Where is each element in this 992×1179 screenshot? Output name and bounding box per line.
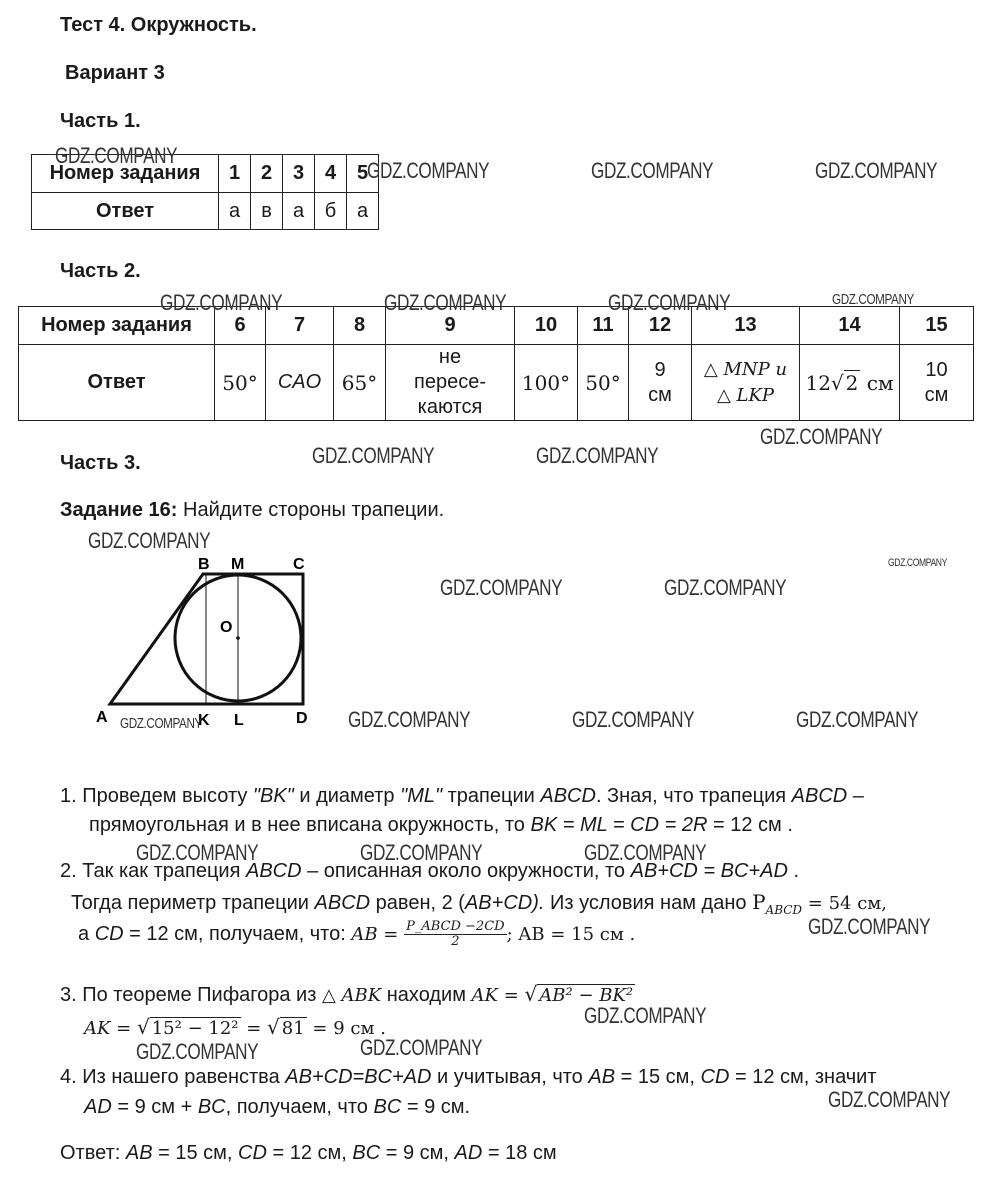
text-run: AB <box>351 923 378 945</box>
part2-answer-14: 12√ 2 см <box>800 345 900 421</box>
text-run: 3. По теореме Пифагора из <box>60 984 322 1006</box>
part2-num: 13 <box>692 307 800 345</box>
part2-answer-8: 65° <box>334 345 386 421</box>
answer-line: △ MNP и <box>703 358 788 380</box>
text-run: и диаметр <box>293 785 401 807</box>
watermark: GDZ.COMPANY <box>88 528 211 553</box>
watermark: GDZ.COMPANY <box>815 158 938 183</box>
text-run: CD <box>700 1066 730 1088</box>
answer-line: см <box>648 383 672 406</box>
watermark: GDZ.COMPANY <box>55 143 178 168</box>
text-run: AK = <box>471 985 525 1006</box>
watermark: GDZ.COMPANY <box>348 707 471 732</box>
part2-answer-9 <box>386 345 515 421</box>
text-run: ABCD <box>765 903 803 917</box>
part1-answer: в <box>251 193 283 230</box>
watermark: GDZ.COMPANY <box>572 707 695 732</box>
text-run: ABCD <box>540 785 596 807</box>
answer-line: пересе- <box>414 371 486 393</box>
text-run: 1. Проведем высоту <box>60 785 253 807</box>
text-run: , получаем, что <box>225 1096 374 1118</box>
watermark: GDZ.COMPANY <box>664 575 787 600</box>
text-run: = 18 см <box>482 1142 557 1164</box>
watermark: GDZ.COMPANY <box>608 290 731 315</box>
text-run: AB+CD). <box>464 892 545 914</box>
text-run: "BK" <box>252 785 294 807</box>
text-run: = 12 см . <box>707 814 793 836</box>
watermark: GDZ.COMPANY <box>584 1003 707 1028</box>
text-run: AD <box>454 1142 483 1164</box>
text-run: ABCD <box>791 785 848 807</box>
step-1-line-1 <box>60 785 864 808</box>
step-2-line-3 <box>78 920 635 949</box>
answer-line: см <box>924 383 949 406</box>
part2-table <box>18 306 974 421</box>
text-run: AD <box>84 1096 112 1118</box>
watermark: GDZ.COMPANY <box>796 707 919 732</box>
label-o: O <box>220 619 233 636</box>
answer-coef: 12 <box>805 370 831 395</box>
text-run: прямоугольная и в нее вписана окружность, то <box>89 814 531 836</box>
label-m: M <box>231 556 245 573</box>
watermark: GDZ.COMPANY <box>160 290 283 315</box>
label-c: C <box>293 556 305 573</box>
radicand: 15² − 12² <box>151 1018 239 1039</box>
text-run: = 54 см, <box>802 893 888 914</box>
fraction-denominator: 2 <box>451 934 460 949</box>
part2-num: 14 <box>800 307 900 345</box>
fraction <box>404 920 506 949</box>
part1-heading: Часть 1. <box>60 110 141 132</box>
step-3-line-2: AK = √ 15² − 12² = √ 81 = 9 см . <box>84 1015 386 1039</box>
part2-heading: Часть 2. <box>60 260 141 282</box>
text-run: = 9 см. <box>401 1096 471 1118</box>
label-a: A <box>96 709 108 726</box>
text-run: = 15 см, <box>615 1066 701 1088</box>
label-d: D <box>296 710 308 727</box>
part1-num: 5 <box>347 155 379 193</box>
part1-answer-label: Ответ <box>32 193 219 230</box>
text-run: CD <box>94 922 124 945</box>
part1-answer: б <box>315 193 347 230</box>
watermark: GDZ.COMPANY <box>120 715 202 732</box>
text-run: BC <box>373 1096 402 1118</box>
watermark: GDZ.COMPANY <box>760 424 883 449</box>
text-run: = 15 см, <box>152 1142 239 1164</box>
watermark: GDZ.COMPANY <box>136 1039 259 1064</box>
step-2-line-2 <box>71 890 887 917</box>
text-run: = 9 см, <box>380 1142 455 1164</box>
part2-answer-11: 50° <box>578 345 629 421</box>
text-run: равен, 2 ( <box>370 892 465 914</box>
task-16 <box>60 499 444 522</box>
watermark: GDZ.COMPANY <box>536 443 659 468</box>
answer-unit: см <box>866 370 894 395</box>
text-run: AB <box>588 1066 616 1088</box>
text-run: BC <box>352 1142 381 1164</box>
answer-radicand: 2 <box>845 370 859 395</box>
text-run: . <box>787 860 800 882</box>
label-k: K <box>198 712 210 729</box>
label-l: L <box>234 712 244 729</box>
fraction-numerator: P_ABCD −2CD <box>406 919 505 934</box>
watermark: GDZ.COMPANY <box>591 158 714 183</box>
answer-line: каются <box>417 396 483 418</box>
page-title: Тест 4. Окружность. <box>60 14 257 36</box>
step-4-line-1 <box>60 1066 877 1089</box>
text-run: Ответ: <box>60 1142 126 1164</box>
part2-answer-7: CAO <box>266 345 334 421</box>
part1-num: 1 <box>219 155 251 193</box>
step-4-line-2 <box>84 1096 470 1119</box>
part2-num: 10 <box>515 307 578 345</box>
text-run: BK = ML = CD = 2R <box>530 814 708 836</box>
text-run: и учитывая, что <box>431 1066 589 1088</box>
text-run: P <box>752 890 766 914</box>
variant-label: Вариант 3 <box>65 62 165 84</box>
part2-answer-12 <box>629 345 692 421</box>
text-run: = 12 см, <box>266 1142 353 1164</box>
watermark: GDZ.COMPANY <box>367 158 490 183</box>
part1-num: 3 <box>283 155 315 193</box>
text-run: . Зная, что трапеция <box>595 785 792 807</box>
text-run: AB+CD=BC+AD <box>285 1066 432 1088</box>
text-run: 4. Из нашего равенства <box>60 1066 286 1088</box>
watermark: GDZ.COMPANY <box>584 840 707 865</box>
radicand: 81 <box>281 1018 305 1039</box>
part2-task-label: Номер задания <box>19 307 215 345</box>
text-run: ABCD <box>245 860 302 882</box>
watermark: GDZ.COMPANY <box>136 840 259 865</box>
part1-task-label: Номер задания <box>32 155 219 193</box>
part2-num: 11 <box>578 307 629 345</box>
text-run: AK = <box>84 1018 137 1039</box>
text-run: AB <box>125 1142 153 1164</box>
part2-num: 15 <box>900 307 974 345</box>
text-run: Из условия нам дано <box>544 892 753 914</box>
watermark: GDZ.COMPANY <box>808 914 931 939</box>
part2-num: 12 <box>629 307 692 345</box>
part2-num: 6 <box>215 307 266 345</box>
text-run: находим <box>381 984 472 1006</box>
text-run: = 12 см, получаем, что: <box>123 922 352 945</box>
final-answer <box>60 1142 557 1165</box>
text-run: ; AB = 15 см . <box>506 923 636 945</box>
text-run: CD <box>238 1142 267 1164</box>
part1-num: 4 <box>315 155 347 193</box>
text-run: = 9 см . <box>306 1018 386 1039</box>
answer-line: 10 <box>925 358 948 381</box>
part2-answer-label: Ответ <box>19 345 215 421</box>
part1-answer: а <box>283 193 315 230</box>
watermark: GDZ.COMPANY <box>828 1087 951 1112</box>
part1-answer: а <box>219 193 251 230</box>
part2-num: 7 <box>266 307 334 345</box>
answer-line: 9 <box>654 358 666 381</box>
watermark: GDZ.COMPANY <box>384 290 507 315</box>
text-run: = 12 см, значит <box>729 1066 877 1088</box>
text-run: ABCD <box>314 892 371 914</box>
text-run: а <box>78 922 95 945</box>
task-text: Найдите стороны трапеции. <box>183 499 445 521</box>
watermark: GDZ.COMPANY <box>888 557 947 569</box>
part2-num: 9 <box>386 307 515 345</box>
answer-line: не <box>438 346 462 368</box>
watermark: GDZ.COMPANY <box>360 840 483 865</box>
part3-heading: Часть 3. <box>60 452 141 474</box>
watermark: GDZ.COMPANY <box>360 1035 483 1060</box>
text-run: △ ABK <box>321 985 382 1006</box>
part2-answer-13 <box>692 345 800 421</box>
answer-line: △ LKP <box>716 384 775 406</box>
part2-answer-6: 50° <box>215 345 266 421</box>
part1-num: 2 <box>251 155 283 193</box>
text-run: = 9 см + <box>111 1096 198 1118</box>
part2-answer-15 <box>900 345 974 421</box>
text-run: – описанная около окружности, то <box>301 860 631 882</box>
watermark: GDZ.COMPANY <box>440 575 563 600</box>
text-run: 2. Так как трапеция <box>60 860 246 882</box>
text-run: = <box>377 923 405 945</box>
part2-num: 8 <box>334 307 386 345</box>
label-b: B <box>198 556 210 573</box>
text-run: трапеции <box>442 785 541 807</box>
text-run: Тогда периметр трапеции <box>71 892 315 914</box>
center-point <box>236 636 240 640</box>
text-run: AB+CD = BC+AD <box>630 860 788 882</box>
watermark: GDZ.COMPANY <box>832 291 914 308</box>
text-run: – <box>847 785 864 807</box>
task-label: Задание 16: <box>60 499 178 521</box>
radicand: AB² − BK² <box>539 985 634 1006</box>
step-1-line-2 <box>89 814 793 837</box>
part1-answer: а <box>347 193 379 230</box>
part2-answer-10: 100° <box>515 345 578 421</box>
text-run: BC <box>197 1096 226 1118</box>
trapezoid-figure <box>90 548 330 738</box>
watermark: GDZ.COMPANY <box>312 443 435 468</box>
step-3-line-1: 3. По теореме Пифагора из △ ABK находим AK = √ AB² − BK² <box>60 982 634 1006</box>
text-run: "ML" <box>400 785 443 807</box>
text-run: = <box>240 1018 268 1039</box>
